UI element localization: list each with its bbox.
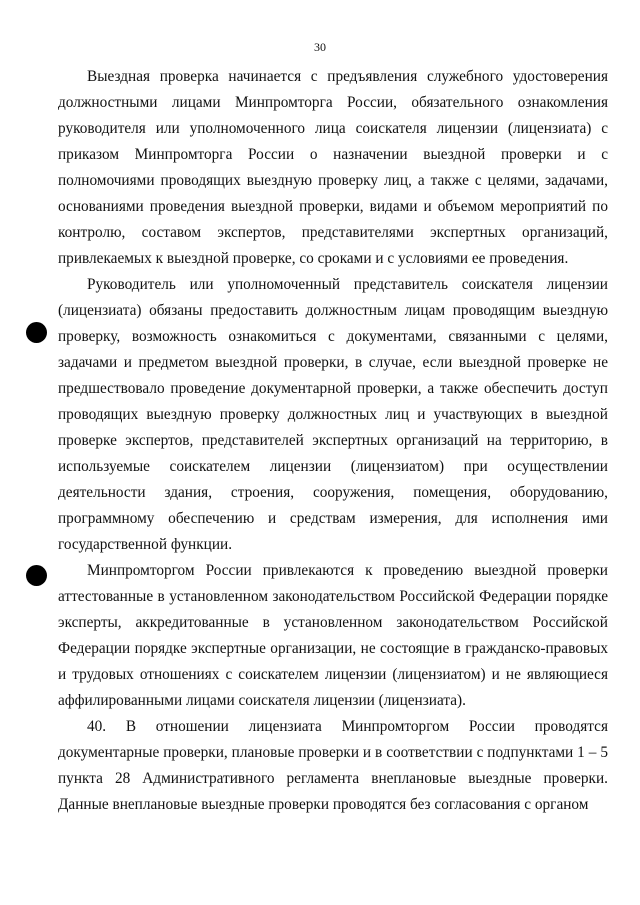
page-number: 30 (314, 40, 326, 54)
paragraph-item-40: 40. В отношении лицензиата Минпромторгом России проводятся документарные проверки, плановые проверки и в соответствии с подпунктами 1 – 5 пункта 28 Административного регламента внеплановые выездные проверки. Данные внеплановые выездные проверки проводятся без согласования с органом (58, 718, 608, 813)
punch-hole-mark (26, 565, 47, 586)
paragraph-experts: Минпромторгом России привлекаются к проведению выездной проверки аттестованные в установленном законодательством Российской Федерации порядке эксперты, аккредитованные в установленном законодательством Российской Федерации порядке экспертные организации, не состоящие в гражданско-правовых и трудовых отношениях с соискателем лицензии (лицензиатом) и не являющиеся аффилированными лицами соискателя лицензии (лицензиата). (58, 562, 608, 709)
document-body (58, 64, 608, 818)
paragraph-access-obligation: Руководитель или уполномоченный представитель соискателя лицензии (лицензиата) обязаны предоставить должностным лицам проводящим выездную проверку, возможность ознакомиться с документами, связанными с целями, задачами и предметом выездной проверки, в случае, если выездной проверке не предшествовало проведение документарной проверки, а также обеспечить доступ проводящих выездную проверку должностных лиц и участвующих в выездной проверке экспертов, представителей экспертных организаций на территорию, в используемые соискателем лицензии (лицензиатом) при осуществлении деятельности здания, строения, сооружения, помещения, оборудованию, программному обеспечению и средствам измерения, для исполнения ими государственной функции. (58, 276, 608, 553)
paragraph-inspection-start: Выездная проверка начинается с предъявления служебного удостоверения должностными лицами Минпромторга России, обязательного ознакомления руководителя или уполномоченного лица соискателя лицензии (лицензиата) с приказом Минпромторга России о назначении выездной проверки и с полномочиями проводящих выездную проверку лиц, а также с целями, задачами, основаниями проведения выездной проверки, видами и объемом мероприятий по контролю, составом экспертов, представителями экспертных организаций, привлекаемых к выездной проверке, со сроками и с условиями ее проведения. (58, 68, 608, 267)
punch-hole-mark (26, 322, 47, 343)
